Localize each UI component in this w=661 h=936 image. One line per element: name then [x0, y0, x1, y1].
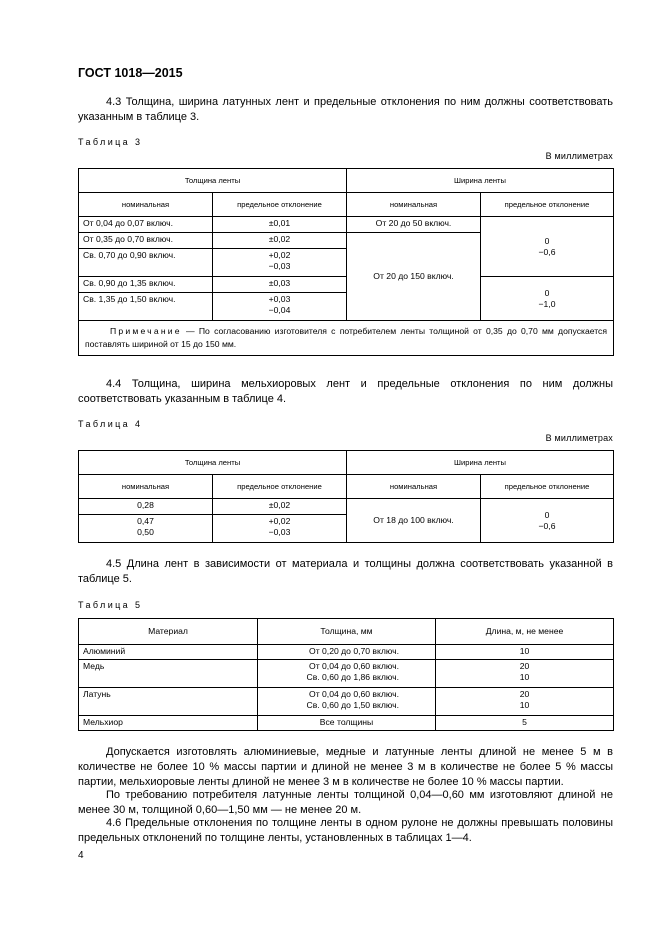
cell-line: +0,03 [268, 294, 291, 304]
table-cell: Алюминий [79, 645, 258, 660]
table-cell: Все толщины [258, 716, 436, 731]
table-cell: Св. 0,90 до 1,35 включ. [79, 277, 213, 293]
table-cell [213, 249, 347, 277]
cell-line: Св. 0,60 до 1,86 включ. [306, 672, 399, 682]
paragraph-request: По требованию потребителя латунные ленты толщиной 0,04—0,60 мм изготовляют длиной не менее 30 м, толщиной 0,60—1,50 мм — не менее 20 м. [78, 789, 613, 816]
table-cell [79, 515, 213, 543]
paragraph-4-3: 4.3 Толщина, ширина латунных лент и предельные отклонения по ним должны соответствовать указанным в таблице 3. [78, 96, 613, 123]
paragraph-4-4: 4.4 Толщина, ширина мельхиоровых лент и предельные отклонения по ним должны соответствовать указанным в таблице 4. [78, 378, 613, 405]
table-4-units: В миллиметрах [545, 433, 613, 443]
cell-line: От 0,04 до 0,60 включ. [309, 689, 399, 699]
cell-line: −0,03 [268, 527, 291, 537]
header-thickness: Толщина ленты [79, 169, 347, 193]
note-text: — По согласованию изготовителя с потребителем ленты толщиной от 0,35 до 0,70 мм допускается поставлять шириной от 15 до 150 мм. [85, 326, 608, 349]
cell-line: 20 [519, 689, 530, 699]
header-deviation: предельное отклонение [213, 193, 347, 217]
table-cell: ±0,03 [213, 277, 347, 293]
header-material: Материал [79, 619, 258, 645]
table-cell: От 0,35 до 0,70 включ. [79, 233, 213, 249]
table-cell: 10 [436, 645, 614, 660]
cell-line: −1,0 [538, 298, 556, 309]
header-width: Ширина ленты [347, 169, 614, 193]
table-cell [481, 217, 614, 277]
header-deviation: предельное отклонение [213, 475, 347, 499]
cell-line: От 0,04 до 0,60 включ. [309, 661, 399, 671]
table-5 [78, 618, 614, 731]
table-cell: Латунь [79, 688, 258, 716]
cell-line: 0 [544, 509, 550, 520]
table-cell: ±0,02 [213, 233, 347, 249]
cell-line: +0,02 [268, 250, 291, 260]
cell-line: Св. 0,60 до 1,50 включ. [306, 700, 399, 710]
table-cell [481, 499, 614, 543]
table-cell: От 0,04 до 0,07 включ. [79, 217, 213, 233]
table-3-label: Таблица 3 [78, 137, 143, 147]
cell-line: −0,6 [538, 520, 556, 531]
cell-line: +0,02 [268, 516, 291, 526]
header-thickness: Толщина ленты [79, 451, 347, 475]
note-label: Примечание [110, 326, 182, 336]
cell-line: −0,6 [538, 246, 556, 257]
header-nominal: номинальная [79, 193, 213, 217]
table-cell: 0,28 [79, 499, 213, 515]
table-cell: 5 [436, 716, 614, 731]
table-3-note [79, 321, 614, 356]
page-number: 4 [78, 850, 84, 861]
table-cell: От 20 до 150 включ. [347, 233, 481, 321]
table-5-label: Таблица 5 [78, 600, 143, 610]
table-cell [436, 660, 614, 688]
cell-line: 0 [544, 287, 550, 298]
cell-line: 10 [519, 700, 530, 710]
paragraph-4-5: 4.5 Длина лент в зависимости от материала и толщины должна соответствовать указанной в таблице 5. [78, 558, 613, 585]
table-cell: Св. 0,70 до 0,90 включ. [79, 249, 213, 277]
table-cell: ±0,02 [213, 499, 347, 515]
table-cell: ±0,01 [213, 217, 347, 233]
header-thickness: Толщина, мм [258, 619, 436, 645]
cell-line: −0,03 [268, 261, 291, 271]
table-cell [213, 293, 347, 321]
paragraph-4-6: 4.6 Предельные отклонения по толщине ленты в одном рулоне не должны превышать половины предельных отклонений по толщине ленты, установленных в таблицах 1—4. [78, 817, 613, 844]
cell-line: 0,47 [137, 516, 154, 526]
cell-line: −0,04 [268, 305, 291, 315]
cell-line: 0,50 [137, 527, 154, 537]
table-3 [78, 168, 614, 356]
table-cell [436, 688, 614, 716]
table-cell: Медь [79, 660, 258, 688]
table-3-units: В миллиметрах [545, 151, 613, 161]
table-4-label: Таблица 4 [78, 419, 143, 429]
table-4 [78, 450, 614, 543]
table-cell [258, 660, 436, 688]
header-deviation: предельное отклонение [481, 193, 614, 217]
table-cell [213, 515, 347, 543]
document-header: ГОСТ 1018—2015 [78, 66, 183, 80]
table-cell [481, 277, 614, 321]
cell-line: 0 [544, 235, 550, 246]
table-cell: От 18 до 100 включ. [347, 499, 481, 543]
table-cell [258, 688, 436, 716]
header-nominal: номинальная [79, 475, 213, 499]
table-cell: От 0,20 до 0,70 включ. [258, 645, 436, 660]
cell-line: 20 [519, 661, 530, 671]
paragraph-allowance: Допускается изготовлять алюминиевые, медные и латунные ленты длиной не менее 5 м в количестве не более 10 % массы партии и длиной не менее 3 м в количестве не более 5 % массы партии, мельхиоровые ленты длиной не менее 3 м в количестве не более 10 % массы партии. [78, 746, 613, 788]
header-nominal: номинальная [347, 475, 481, 499]
table-cell: Св. 1,35 до 1,50 включ. [79, 293, 213, 321]
header-width: Ширина ленты [347, 451, 614, 475]
header-nominal: номинальная [347, 193, 481, 217]
table-cell: От 20 до 50 включ. [347, 217, 481, 233]
cell-line: 10 [519, 672, 530, 682]
header-length: Длина, м, не менее [436, 619, 614, 645]
table-cell: Мельхиор [79, 716, 258, 731]
header-deviation: предельное отклонение [481, 475, 614, 499]
